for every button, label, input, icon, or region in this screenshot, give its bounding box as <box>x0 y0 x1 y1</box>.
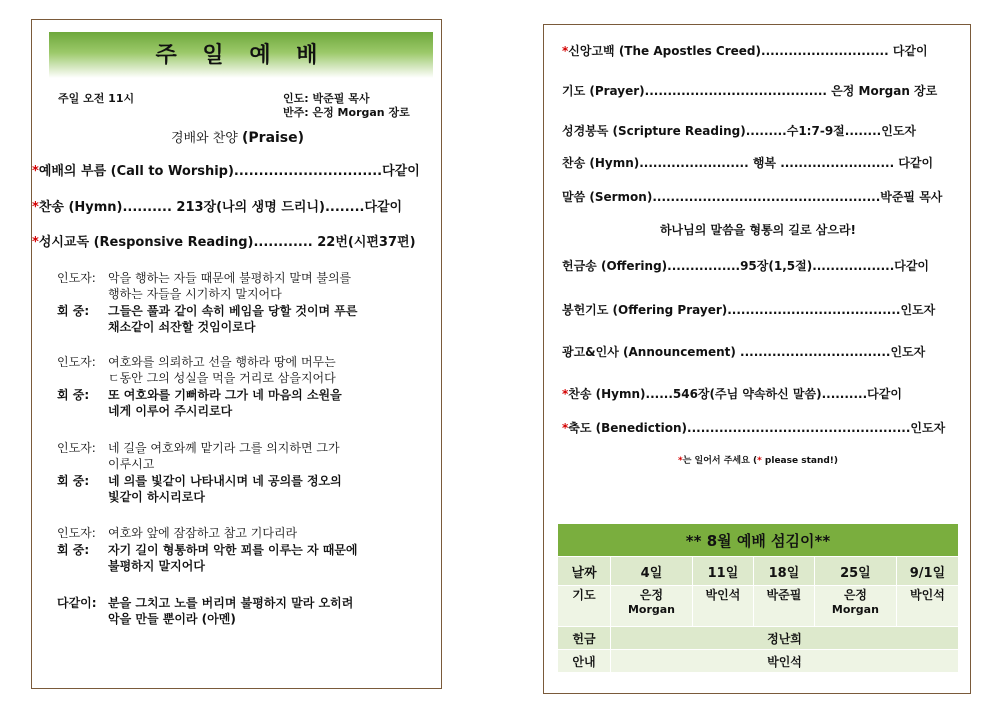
reading-role: 인도자: <box>57 441 96 455</box>
order-text: 찬송 (Hymn).......... 213장(나의 생명 드리니)........다같이 <box>38 200 403 215</box>
order-item-prayer <box>562 82 937 99</box>
row-label-date: 날짜 <box>558 557 611 586</box>
reading-line: 또 여호와를 기뻐하라 그가 네 마음의 소원을 <box>108 388 342 402</box>
order-item-offering-prayer <box>562 301 935 318</box>
service-time: 주일 오전 11시 <box>58 92 135 105</box>
date-cell: 4일 <box>611 557 693 586</box>
order-item-benediction <box>562 419 945 436</box>
order-text: 찬송 (Hymn)........................ 행복 ......................... 다같이 <box>562 156 934 170</box>
reading-role: 회 중: <box>57 388 90 402</box>
order-item-offering <box>562 257 929 274</box>
leader-text: 인도: 박준필 목사 <box>283 92 370 105</box>
reading-line: ㄷ동안 그의 성실을 먹을 거리로 삼을지어다 <box>108 371 336 385</box>
schedule-title: ** 8월 예배 섬김이** <box>558 524 959 557</box>
order-text: 기도 (Prayer)........................................ 은정 Morgan 장로 <box>562 84 938 98</box>
reading-line: 악을 만들 뿐이라 (아멘) <box>108 612 236 626</box>
prayer-cell: 박인석 <box>896 586 958 627</box>
order-text: 신앙고백 (The Apostles Creed)............................ 다같이 <box>568 44 928 58</box>
order-text: 헌금송 (Offering)................95장(1,5절)..................다같이 <box>562 259 930 273</box>
praise-header-en: (Praise) <box>242 130 305 146</box>
order-item-sermon <box>562 188 942 205</box>
service-schedule-table <box>557 523 959 673</box>
standing-star: * <box>562 421 569 435</box>
reading-line: 이루시고 <box>108 457 155 471</box>
reading-role: 회 중: <box>57 304 90 318</box>
date-cell: 25일 <box>814 557 896 586</box>
standing-star: * <box>32 235 39 250</box>
standing-star: * <box>562 44 569 58</box>
reading-line: 여호와 앞에 잠잠하고 참고 기다리라 <box>108 526 298 540</box>
table-row <box>558 557 959 586</box>
usher-cell: 박인석 <box>611 650 959 673</box>
date-cell: 11일 <box>692 557 753 586</box>
praise-header-ko: 경배와 찬양 <box>170 131 242 146</box>
prayer-cell: 은정 Morgan <box>611 586 693 627</box>
row-label-usher: 안내 <box>558 650 611 673</box>
order-item-call-to-worship <box>32 160 420 179</box>
reading-line: 네 의를 빛같이 나타내시며 네 공의를 정오의 <box>108 474 342 488</box>
offering-cell: 정난희 <box>611 627 959 650</box>
stand-note: *는 일어서 주세요 (* please stand!) <box>677 456 839 466</box>
reading-role: 인도자: <box>57 526 96 540</box>
reading-line: 행하는 자들을 시기하지 말지어다 <box>108 287 282 301</box>
praise-header <box>32 127 443 146</box>
title-banner <box>49 32 433 78</box>
row-label-prayer: 기도 <box>558 586 611 627</box>
order-item-scripture <box>562 122 916 139</box>
reading-line: 그들은 풀과 같이 속히 베임을 당할 것이며 푸른 <box>108 304 358 318</box>
reading-role: 다같이: <box>57 596 97 610</box>
date-cell: 9/1일 <box>896 557 958 586</box>
order-item-hymn <box>32 196 402 215</box>
table-row <box>558 650 959 673</box>
standing-star: * <box>562 387 569 401</box>
order-text: 찬송 (Hymn)......546장(주님 약속하신 말씀)..........다같이 <box>568 387 902 401</box>
order-text: 성경봉독 (Scripture Reading).........수1:7-9절........인도자 <box>562 124 917 138</box>
date-cell: 18일 <box>753 557 814 586</box>
accompanist-text: 반주: 은정 Morgan 장로 <box>283 106 410 119</box>
reading-role: 인도자: <box>57 355 96 369</box>
prayer-cell: 은정 Morgan <box>814 586 896 627</box>
reading-role: 인도자: <box>57 271 96 285</box>
page-title: 주 일 예 배 <box>155 43 327 68</box>
order-item-closing-hymn <box>562 385 902 402</box>
right-bulletin-page <box>543 24 971 694</box>
order-text: 말씀 (Sermon)..................................................박준필 목사 <box>562 190 943 204</box>
reading-line: 불평하지 말지어다 <box>108 559 205 573</box>
order-text: 성시교독 (Responsive Reading)............ 22번(시편37편) <box>38 235 416 250</box>
table-row <box>558 586 959 627</box>
standing-star: * <box>32 200 39 215</box>
reading-line: 분을 그치고 노를 버리며 불평하지 말라 오히려 <box>108 596 354 610</box>
order-item-responsive-reading <box>32 231 416 250</box>
order-item-announcement <box>562 343 925 360</box>
schedule-title-row <box>558 524 959 557</box>
prayer-cell: 박인석 <box>692 586 753 627</box>
left-bulletin-page <box>31 19 442 689</box>
reading-role: 회 중: <box>57 474 90 488</box>
reading-line: 자기 길이 형통하며 악한 꾀를 이루는 자 때문에 <box>108 543 358 557</box>
prayer-cell: 박준필 <box>753 586 814 627</box>
table-row <box>558 627 959 650</box>
order-text: 봉헌기도 (Offering Prayer)......................................인도자 <box>562 303 936 317</box>
reading-line: 채소같이 쇠잔할 것임이로다 <box>108 320 256 334</box>
order-text: 축도 (Benediction).................................................인도자 <box>568 421 946 435</box>
reading-line: 악을 행하는 자들 때문에 불평하지 말며 불의를 <box>108 271 352 285</box>
reading-line: 여호와를 의뢰하고 선을 행하라 땅에 머무는 <box>108 355 336 369</box>
order-text: 예배의 부름 (Call to Worship)..............................다같이 <box>38 164 420 179</box>
sermon-title: 하나님의 말씀을 형통의 길로 삼으라! <box>659 223 857 237</box>
reading-role: 회 중: <box>57 543 90 557</box>
standing-star: * <box>32 164 39 179</box>
order-text: 광고&인사 (Announcement) .................................인도자 <box>562 345 926 359</box>
reading-line: 네게 이루어 주시리로다 <box>108 404 233 418</box>
reading-line: 네 길을 여호와께 맡기라 그를 의지하면 그가 <box>108 441 340 455</box>
row-label-offering: 헌금 <box>558 627 611 650</box>
order-item-hymn <box>562 154 933 171</box>
reading-line: 빛같이 하시리로다 <box>108 490 205 504</box>
order-item-creed <box>562 42 928 59</box>
